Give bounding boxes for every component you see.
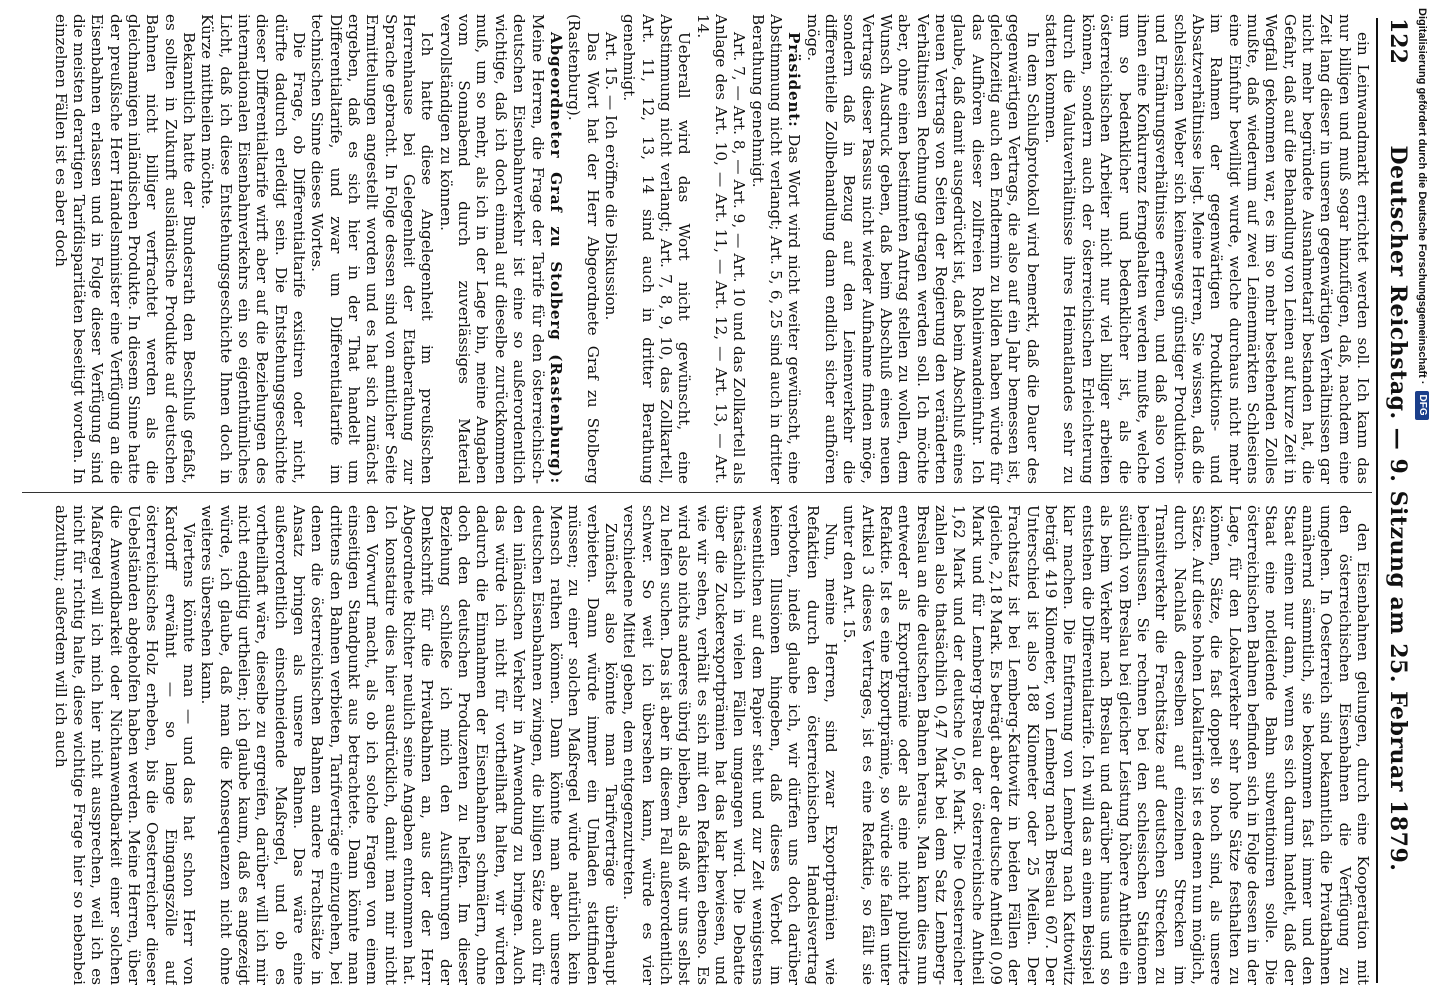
paragraph-text: Das Wort hat der Herr Abgeordnete Graf zu Stolberg (Rastenburg). [565,14,602,484]
paragraph [436,14,564,484]
paragraph-text: Die Frage, ob Differentialtarife existiren oder nicht, dürfte dadurch erledigt sein. Die Entstehungsgeschichte dieser Differentialtarife wirft aber auf die Beziehungen des internationalen Eisenbahnverkehrs ein so eigenthümliches Licht, daß ich diese Entstehungsgeschichte Ihnen doch in Kürze mittheilen möchte. [198,14,309,484]
paragraph [1042,14,1372,484]
paragraph-text: Art. 7, — Art. 8, — Art. 9, — Art. 10 und das Zollkartell als Anlage des Art. 10, — Art. 11, — Art. 12, — Art. 13, — Art. 14. [693,14,749,484]
paragraph-text: Viertens könnte man — und das hat schon Herr von Kardorff erwähnt — so lange Eingangszölle auf österreichisches Holz erheben, bis die Oesterreicher dieser Uebelständen abgeholfen haben werden. Meine Herren, über die Anwendbarkeit oder Nichtanwendbarkeit einer solchen Maßregel will ich mich hier nicht aussprechen, weil ich es nicht für richtig halte, diese wichtige Frage hier so nebenbei abzuthun; außerdem will ich auch [51,505,198,985]
paragraph-text: Bekanntlich hatte der Bundesrath den Beschluß gefaßt, es sollten in Zukunft ausländische Produkte auf deutschen Bahnen nicht billiger verfrachtet werden als die gleichnamigen inländischen Produkte. In diesem Sinne hatte der preußische Herr Handelsminister eine Verfügung an die Eisenbahnen erlassen und in Folge dieser Verfügung sind die meisten derartigen Tarifdisparitäten beseitigt worden. In einzelnen Fällen ist es aber doch [51,14,198,484]
right-text-column [22,505,1372,985]
paragraph [198,14,308,484]
paragraph-text: Zunächst also könnte man Tarifverträge überhaupt verbieten. Dann würde immer ein Umladen stattfinden müssen; zu einer solchen Maßregel würde natürlich kein Mensch rathen können. Dann könnte man aber unsere deutschen Eisenbahnen zwingen, die billigen Sätze auch für den inländischen Verkehr in Anwendung zu bringen. Auch das würde ich nicht für vortheilhaft halten, wir würden dadurch die Einnahmen der Eisenbahnen schmälern, ohne doch den deutschen Produzenten zu helfen. Im dieser Beziehung schließe ich mich den Ausführungen der Denkschrift für die Privatbahnen an, aus der der Herr Abgeordnete Richter neulich seine Angaben entnommen hat. Ich konstatire dies hier ausdrücklich, damit man mir nicht den Vorwurf macht, als ob ich solche Fragen von einem einseitigen Standpunkt aus betrachtete. Dann könnte man drittens den Bahnen verbieten, Tarifverträge einzugehen, bei denen die österreichischen Bahnen andere Frachtsätze in Ansatz bringen als unsere Bahnen. Das wäre eine außerordentlich einschneidende Maßregel, und ob es vortheilhaft wäre, dieselbe zu ergreifen, darüber will ich mir nicht endgiltig urtheilen; ich glaube kaum, daß es angezeigt würde, ich glaube, daß man die Konsequenzen nicht ohne weiteres übersehen kann. [198,505,620,985]
paragraph-text: Ich hatte diese Angelegenheit im preußischen Herrenhause bei Gelegenheit der Etatberathung zur Sprache gebracht. In Folge dessen sind von amtlicher Seite Ermittelungen angestellt worden und es hat sich zunächst ergeben, daß es sich hier in der That handelt um Differentialtarife, und zwar um Differentialtarife im technischen Sinne dieses Wortes. [308,14,437,484]
credit-text: Digitalisierung gefördert durch die Deutsche Forschungsgemeinschaft · [1416,8,1428,385]
left-text-column [22,14,1372,484]
paragraph-text: Ueberall wird das Wort nicht gewünscht, eine Abstimmung nicht verlangt; Art. 7, 8, 9, 10, das Zollkartell, Art. 11, 12, 13, 14 sind auch in dritter Berathung genehmigt. [620,14,694,484]
paragraph-text: ein Leinwandmarkt errichtet werden soll. Ich kann das nur billigen und muß sogar hinzufügen, daß, nachdem eine Zeit lang dieser in unseren gegenwärtigen Verhältnissen gar nicht mehr begründete Ausnahmetarif bestanden hat, die Gefahr, daß auf die Behandlung von Leinen auf kurze Zeit in Wegfall gekommen war, es im so mehr bestehenden Zolles mußte, daß wiederum auf zwei Leinenmärkten Schlesiens eine Einfuhr bewilligt wurde, welche durchaus nicht mehr im Rahmen der gegenwärtigen Produktions- und Absatzverhältnisse liegt. Meine Herren, Sie wissen, daß die schlesischen Weber sich keineswegs günstiger Produktions- und Ernährungsverhältnisse erfreuen, und daß also von ihnen eine Konkurrenz ferngehalten werden mußte, welche um so bedenklicher und bedenklicher ist, als die österreichischen Arbeiter nicht nur viel billiger arbeiten können, sondern auch der österreichischen Erleichterung durch die Valutaverhältnisse ihres Heimatlandes sehr zu statten kommen. [1042,14,1372,484]
paragraph [308,14,436,484]
running-head: Deutscher Reichstag. — 9. Sitzung am 25. Februar 1879. [1385,145,1411,872]
paragraph [620,14,693,484]
digitization-credit [1412,0,1432,1000]
paragraph [51,505,198,985]
paragraph [620,505,840,985]
paragraph [748,14,803,484]
speaker-name: Präsident: [785,32,804,128]
paragraph [803,14,1041,484]
paragraph-text: In dem Schlußprotokoll wird bemerkt, daß die Dauer des gegenwärtigen Vertrags, die also auf ein Jahr bemessen ist, gleichzeitig auch den Endtermin zu bilden haben würde für das Aufhören dieser zollfreien Rohleinwandeinfuhr. Ich glaube, daß damit ausgedrückt ist, daß beim Abschluß eines neuen Vertrags von Seiten der Regierung den veränderten Verhältnissen Rechnung getragen werden soll. Ich möchte aber, ohne einen bestimmten Antrag stellen zu wollen, dem Wunsch Ausdruck geben, daß beim Abschluß eines neuen Vertrags dieser Passus nicht wieder Aufnahme finden möge, sondern daß in Bezug auf den Leinenverkehr die differentielle Zollbehandlung dann endlich sicher aufhören möge. [803,14,1042,484]
paragraph [198,505,620,985]
paragraph [51,14,198,484]
dfg-logo: DFG [1415,391,1429,420]
paragraph-text: Nun, meine Herren, sind zwar Exportprämien wie Refaktien durch den österreichischen Handelsvertrag verboten, indeß glaube ich, wir dürfen uns doch darüber keinen Illusionen hingeben, daß dieses Verbot im wesentlichen auf dem Papier steht und zur Zeit wenigstens thatsächlich in vielen Fällen umgangen wird. Die Debatte über die Zuckerexportprämien hat das klar bewiesen, und wie wir sehen, verhält es sich mit den Refaktien ebenso. Es wird also nichts anderes übrig bleiben, als daß wir uns selbst zu helfen suchen. Das ist aber in diesem Fall außerordentlich schwer. So weit ich übersehen kann, würde es vier verschiedene Mittel geben, dem entgegenzutreten. [620,505,841,985]
paragraph-text: Meine Herren, die Frage der Tarife für den österreichisch-deutschen Eisenbahnverkehr ist eine so außerordentlich wichtige, daß ich doch einmal auf dieselbe zurückkommen muß, um so mehr, als ich in der Lage bin, meine Angaben vom Sonnabend durch zuverlässiges Material vervollständigen zu können. [436,14,547,484]
paragraph-text: den Eisenbahnen gelungen, durch eine Kooperation mit den österreichischen Eisenbahnen die Verfügung zu umgehen. In Oesterreich sind bekanntlich die Privatbahnen annähernd sämmtlich, sie bekommen fast immer und den Staat einen nur dann, wenn es sich darum handelt, daß der Staat eine notleidende Bahn subventioniren solle. Die österreichischen Bahnen befinden sich in Folge dessen in der Lage, für den Lokalverkehr sehr hohe Sätze festhalten zu können, Sätze, die fast doppelt so hoch sind, als unsere Sätze. Auf diese hohen Lokaltarifen ist es denen nun möglich, durch Nachlaß derselben auf einzelnen Strecken im Transitverkehr die Frachtsätze auf deutschen Strecken zu beeinflussen. Sie rechnen bei den schlesischen Stationen südlich von Breslau bei gleicher Leistung höhere Antheile ein als beim Verkehr nach Breslau und darüber hinaus und so entstehen die Differentialtarife. Ich will das an einem Beispiel klar machen. Die Entfernung von Lemberg nach Kattowitz beträgt 419 Kilometer, von Lemberg nach Breslau 607. Der Unterschied ist also 188 Kilometer oder 25 Meilen. Der Frachtsatz ist bei Lemberg-Kattowitz in beiden Fällen der gleiche, 2,18 Mark. Es beträgt aber der deutsche Antheil 0,09 Mark und für Lemberg-Breslau der österreichische Antheil 1,62 Mark und der deutsche 0,56 Mark. Die Oesterreicher zahlen also thatsächlich 0,47 Mark bei dem Satz Lemberg-Breslau an die deutschen Bahnen heraus. Man kann dies nun entweder als Exportprämie oder als eine nicht publizirte Refaktie. Ist es eine Exportprämie, so würde sie fallen unter Artikel 3 dieses Vertrages, ist es eine Refaktie, so fällt sie unter den Art. 15. [840,505,1372,985]
paragraph-text: Art. 15. — Ich eröffne die Diskussion. [601,32,620,321]
paragraph [565,14,602,484]
page-number: 122 [1385,18,1411,64]
paragraph [840,505,1372,985]
paragraph [602,14,620,484]
paragraph-text: Das Wort wird nicht weiter gewünscht, eine Abstimmung nicht verlangt; Art. 5, 6, 25 sind auch in dritter Berathung genehmigt. [748,14,804,484]
column-divider [22,492,1372,493]
speaker-name: Abgeordneter Graf zu Stolberg (Rastenburg): [546,32,565,484]
paragraph [693,14,748,484]
